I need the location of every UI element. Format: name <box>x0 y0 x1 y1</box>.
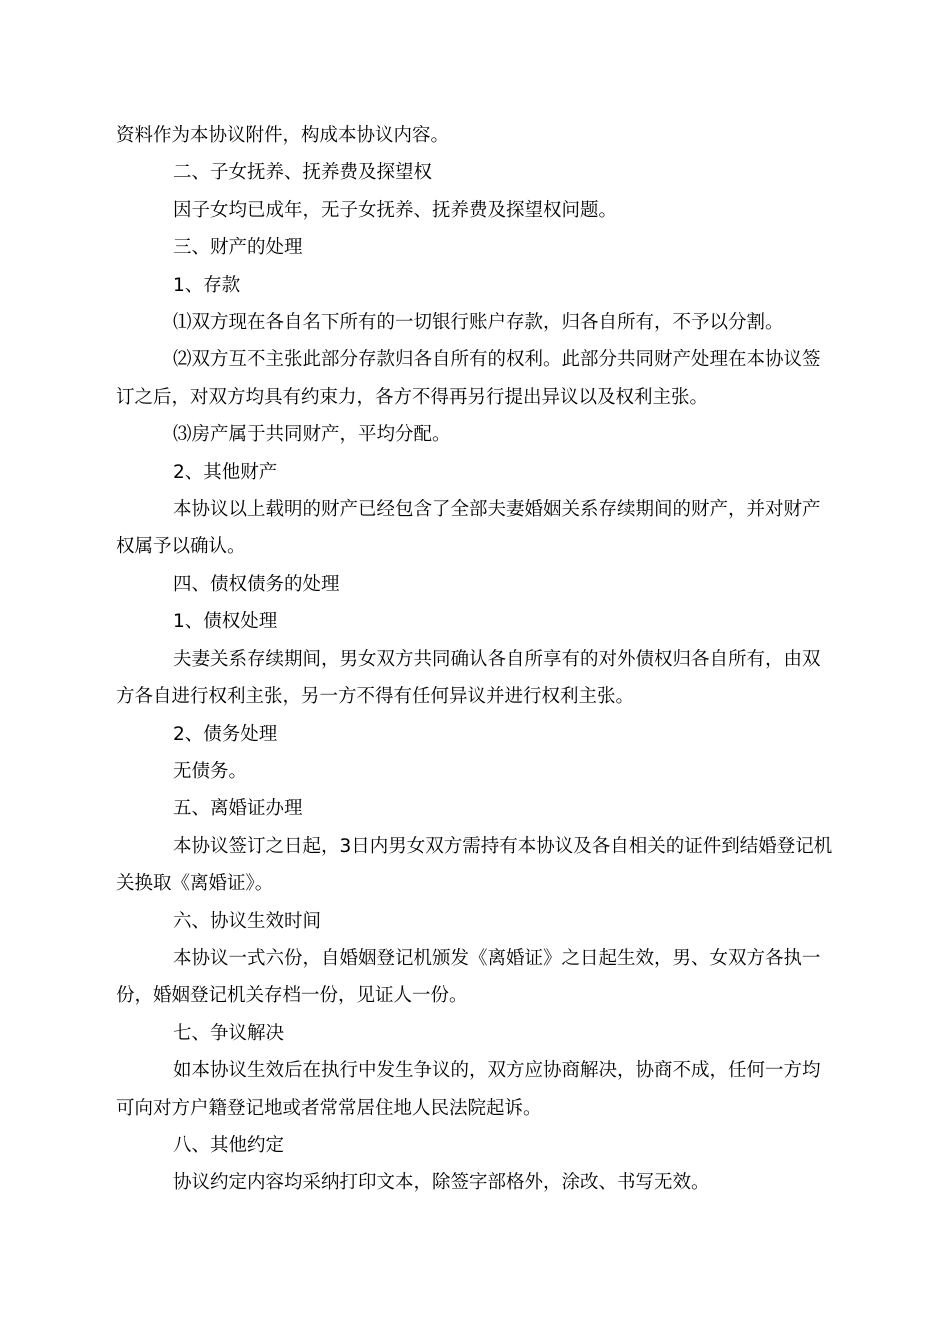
document-body <box>116 117 836 1202</box>
heading-effective-time: 六、协议生效时间 <box>173 910 322 932</box>
subheading-deposits: 1、存款 <box>173 274 241 296</box>
paragraph-no-debt: 无债务。 <box>173 760 248 782</box>
heading-debts: 四、债权债务的处理 <box>173 573 340 595</box>
heading-divorce-certificate: 五、离婚证办理 <box>173 798 303 820</box>
paragraph-other-property: 本协议以上载明的财产已经包含了全部夫妻婚姻关系存续期间的财产，并对财产权属予以确认。 <box>116 499 821 558</box>
paragraph-deposits-1: ⑴双方现在各自名下所有的一切银行账户存款，归各自所有，不予以分割。 <box>173 312 784 334</box>
subheading-debt-handling: 2、债务处理 <box>173 723 278 745</box>
paragraph-deposits-2: ⑵双方互不主张此部分存款归各自所有的权利。此部分共同财产处理在本协议签订之后，对双方均具有约束力，各方不得再另行提出异议以及权利主张。 <box>116 349 821 408</box>
paragraph-claims: 夫妻关系存续期间，男女双方共同确认各自所享有的对外债权归各自所有，由双方各自进行权利主张，另一方不得有任何异议并进行权利主张。 <box>116 648 821 708</box>
paragraph-divorce-certificate: 本协议签订之日起，3日内男女双方需持有本协议及各自相关的证件到结婚登记机关换取《离婚证》。 <box>116 835 833 895</box>
subheading-claims: 1、债权处理 <box>173 611 278 633</box>
heading-dispute: 七、争议解决 <box>173 1022 285 1044</box>
paragraph-attachment-note: 资料作为本协议附件，构成本协议内容。 <box>116 125 450 146</box>
heading-property: 三、财产的处理 <box>173 237 303 259</box>
subheading-other-property: 2、其他财产 <box>173 461 278 483</box>
heading-other-agreements: 八、其他约定 <box>173 1134 285 1156</box>
paragraph-dispute: 如本协议生效后在执行中发生争议的，双方应协商解决，协商不成，任何一方均可向对方户籍登记地或者常常居住地人民法院起诉。 <box>116 1060 821 1119</box>
paragraph-child-support: 因子女均已成年，无子女抚养、抚养费及探望权问题。 <box>173 199 618 221</box>
paragraph-other-agreements: 协议约定内容均采纳打印文本，除签字部格外，涂改、书写无效。 <box>173 1172 710 1194</box>
heading-child-support: 二、子女抚养、抚养费及探望权 <box>173 162 433 184</box>
paragraph-effective-time: 本协议一式六份，自婚姻登记机颁发《离婚证》之日起生效，男、女双方各执一份，婚姻登记机关存档一份，见证人一份。 <box>116 947 821 1007</box>
paragraph-deposits-3: ⑶房产属于共同财产，平均分配。 <box>173 424 451 446</box>
